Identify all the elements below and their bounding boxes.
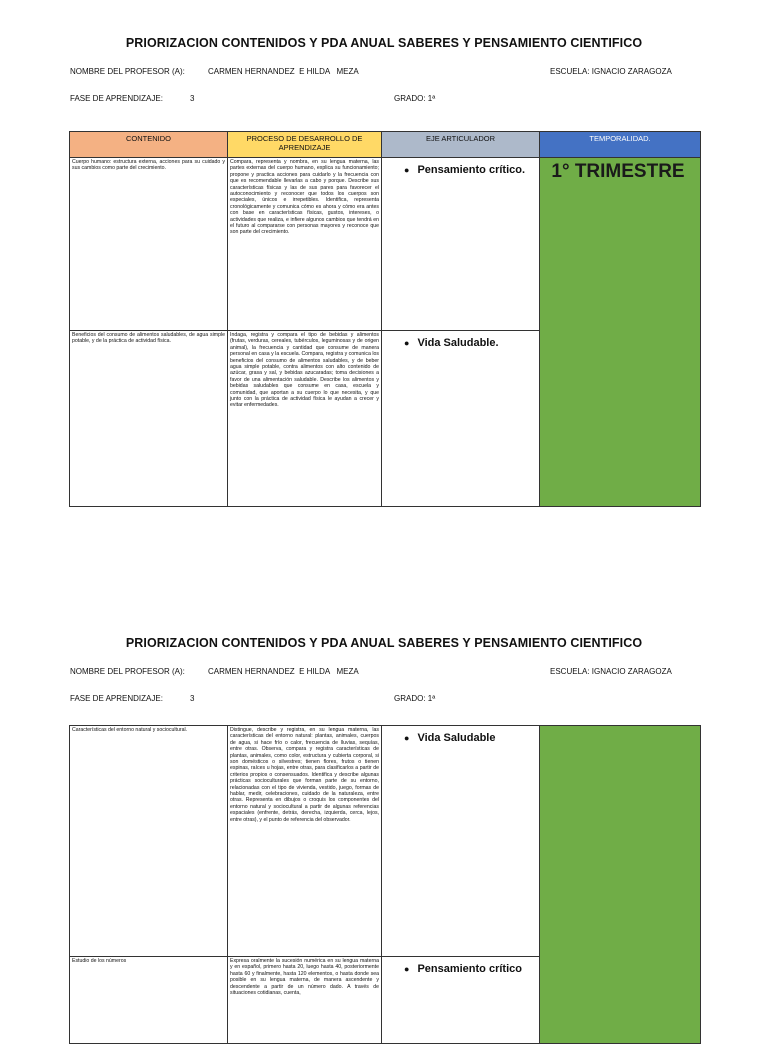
table-row xyxy=(70,726,701,957)
contenido-cell: Características del entorno natural y sociocultural. xyxy=(70,726,228,957)
phase-label: FASE DE APRENDIZAJE: xyxy=(70,694,163,703)
trimestre-label: 1° TRIMESTRE xyxy=(551,161,685,182)
teacher-name: CARMEN HERNANDEZ E HILDA MEZA xyxy=(208,67,359,76)
school-name: ESCUELA: IGNACIO ZARAGOZA xyxy=(550,667,672,676)
proceso-cell: Indaga, registra y compara el tipo de bebidas y alimentos (frutas, verduras, cereales, tubérculos, leguminosas y de origen animal), la frecuencia y cantidad que consume de manera personal en casa y la escuela. Compara, registra y comunica los beneficios del consumo de alimentos saludables, y de beber agua simple potable, contra alimentos con alto contenido de azúcar, grasa y sal, y bebidas azucaradas; toma decisiones a favor de una alimentación saludable. Describe los alimentos y bebidas saludables que consume en casa, escuela y comunidad, que aportan a su cuerpo lo que necesita, y que junto con la práctica de actividad física le ayudan a crecer y evitar enfermedades. xyxy=(228,331,382,507)
header-contenido: CONTENIDO xyxy=(70,132,228,158)
grade-label: GRADO: 1ª xyxy=(394,94,436,103)
header-proceso: PROCESO DE DESARROLLO DE APRENDIZAJE xyxy=(228,132,382,158)
eje-label: Pensamiento crítico. xyxy=(417,164,526,176)
phase-value: 3 xyxy=(190,94,195,103)
temporalidad-cell xyxy=(540,158,701,507)
phase-label: FASE DE APRENDIZAJE: xyxy=(70,94,163,103)
table-row xyxy=(70,158,701,331)
proceso-cell: Compara, representa y nombra, en su lengua materna, las partes externas del cuerpo humano, explica su funcionamiento; propone y practica acciones para cuidarlo y la frecuencia con que es recomendable llevarlas a cabo y porque. Describe sus características físicas y las de sus pares para favorecer el autoconocimiento y reconocer que todos los cuerpos son especiales, únicos e irrepetibles. Identifica, representa cronológicamente y comunica cómo es ahora y cómo era antes con base en características físicas, gustos, intereses, o actividades que realiza, e infiere algunos cambios que tendrá en el futuro al compararse con personas mayores y reconoce que son parte del crecimiento. xyxy=(228,158,382,331)
header-eje-articulador: EJE ARTICULADOR xyxy=(382,132,540,158)
school-name: ESCUELA: IGNACIO ZARAGOZA xyxy=(550,67,672,76)
temporalidad-cell xyxy=(540,726,701,1044)
eje-label: Vida Saludable xyxy=(417,732,496,744)
eje-cell xyxy=(382,158,540,331)
page-title: PRIORIZACION CONTENIDOS Y PDA ANUAL SABERES Y PENSAMIENTO CIENTIFICO xyxy=(125,36,643,50)
teacher-label: NOMBRE DEL PROFESOR (A): xyxy=(70,67,185,76)
plan-table xyxy=(69,131,701,507)
eje-cell xyxy=(382,957,540,1044)
bullet-icon: ● xyxy=(404,165,410,175)
teacher-name: CARMEN HERNANDEZ E HILDA MEZA xyxy=(208,667,359,676)
eje-label: Pensamiento crítico xyxy=(417,963,522,975)
eje-cell xyxy=(382,331,540,507)
header-temporalidad: TEMPORALIDAD. xyxy=(540,132,701,158)
contenido-cell: Estudio de los números xyxy=(70,957,228,1044)
grade-label: GRADO: 1ª xyxy=(394,694,436,703)
contenido-cell: Cuerpo humano: estructura externa, acciones para su cuidado y sus cambios como parte del crecimiento. xyxy=(70,158,228,331)
plan-table xyxy=(69,725,701,1044)
teacher-label: NOMBRE DEL PROFESOR (A): xyxy=(70,667,185,676)
phase-value: 3 xyxy=(190,694,195,703)
bullet-icon: ● xyxy=(404,338,410,348)
proceso-cell: Expresa oralmente la sucesión numérica en su lengua materna y en español, primero hasta 20, luego hasta 40, posteriormente hasta 60 y finalmente, hasta 120 elementos, o hasta donde sea posible en su lengua materna, de manera ascendente y descendente a partir de un número dado. A través de situaciones cotidianas, cuenta, xyxy=(228,957,382,1044)
proceso-cell: Distingue, describe y registra, en su lengua materna, las características del entorno natural: plantas, animales, cuerpos de agua, si hace frío o calor, frecuencia de lluvias, sequías, entre otras. Observa, compara y registra características de plantas, animales, como color, estructura y cubierta corporal, si son domésticos o silvestres; tienen flores, frutos o tienen espinas, raíces u hojas, entre otras, para clasificarlos a partir de criterios propios o consensuados. Identifica y describe algunas prácticas socioculturales que forman parte de su entorno, relacionadas con el tipo de vivienda, vestido, juego, formas de hablar, medir, celebraciones, cuidado de la naturaleza, entre otras. Representa en dibujos o croquis los componentes del entorno natural y sociocultural a partir de algunas referencias espaciales (enfrente, detrás, derecha, izquierda, cerca, lejos, entre otras), y el punto de referencia del observador. xyxy=(228,726,382,957)
eje-label: Vida Saludable. xyxy=(417,337,499,349)
page-title: PRIORIZACION CONTENIDOS Y PDA ANUAL SABERES Y PENSAMIENTO CIENTIFICO xyxy=(125,636,643,650)
bullet-icon: ● xyxy=(404,964,410,974)
contenido-cell: Beneficios del consumo de alimentos saludables, de agua simple potable, y de la práctica de actividad física. xyxy=(70,331,228,507)
table-header-row xyxy=(70,132,701,158)
eje-cell xyxy=(382,726,540,957)
bullet-icon: ● xyxy=(404,733,410,743)
